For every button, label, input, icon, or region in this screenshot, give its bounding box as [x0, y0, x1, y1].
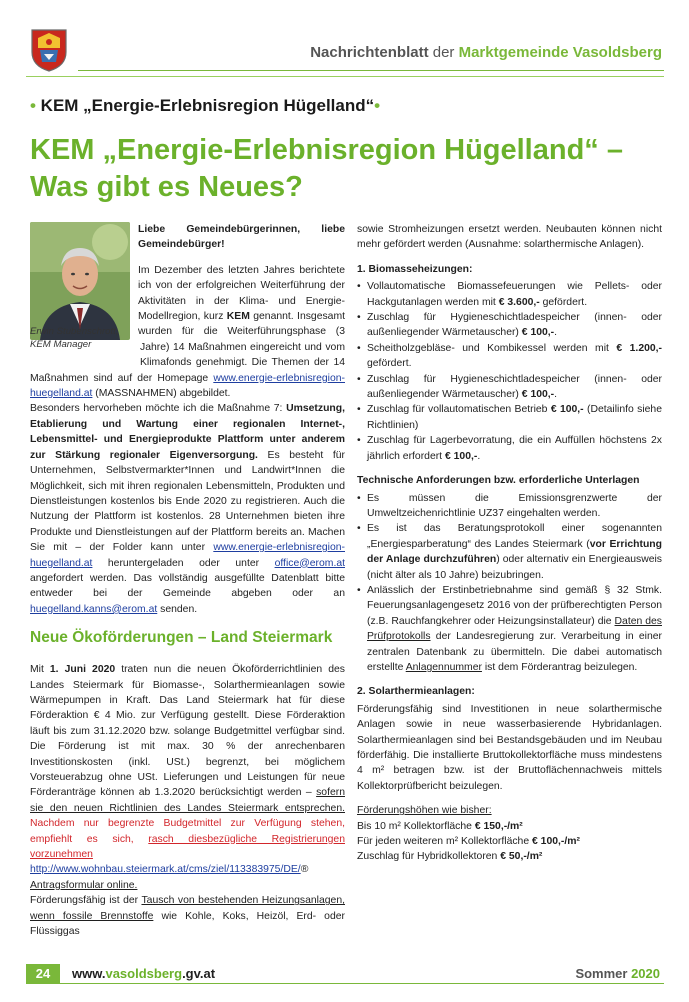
funding-line	[357, 834, 662, 849]
item-text-post: gefördert.	[367, 358, 412, 370]
eligibility-underlined: Tausch von bestehenden Heizungsanlagen, wenn fossile Brennstoffe	[30, 895, 345, 922]
kicker-text: KEM „Energie-Erlebnisregion Hügelland“	[35, 96, 375, 115]
funding-paragraph	[30, 662, 345, 893]
office-email-link[interactable]: office@erom.at	[274, 557, 345, 569]
article-title	[30, 132, 660, 206]
funding-start: Mit	[30, 664, 50, 676]
funding-line-text: Für jeden weiteren m² Kollektorfläche	[357, 836, 532, 848]
item-amount: € 100,-	[521, 389, 555, 401]
item-text-post: .	[554, 327, 558, 339]
measure7-intro: Besonders hervorheben möchte ich die Maßnahme 7:	[30, 403, 287, 415]
season-word: Sommer	[575, 966, 632, 981]
measure7-end: senden.	[157, 603, 198, 615]
solar-paragraph: Förderungsfähig sind Investitionen in neue solarthermische Anlagen sowie in neue wasserbasierende Hybridanlagen. Solarthermieanlagen sind bei Bestandsgebäuden und im Neubau förderfähig. Die installierte Bruttokollektorfläche muss mindestens 4 m² betragen bzw. ist der Bruttoflächennachweis mittels Kollektorprüfbericht beizulegen.	[357, 703, 662, 792]
measure7-text: Es besteht für Unternehmen, Selbstvermarkter*Innen und Landwirt*Innen die Möglichkeit, sich mit ihren regionalen Lebensmitteln, Produkten und Dienstleistungen kostenlos bis Ende 2020 zu registrieren. Auch die Nutzung der Plattform ist kostenlos. 28 Unternehmen bieten ihre Produkte und Dienstleistungen auf der Plattform bereits an. Machen Sie mit – der Folder kann unter	[30, 449, 346, 554]
list-item	[357, 372, 662, 403]
funding-line-text: Bis 10 m² Kollektorfläche	[357, 820, 475, 832]
eligibility-start: Förderungsfähig ist der	[30, 895, 142, 907]
section-kicker	[30, 96, 380, 116]
list-item	[357, 341, 662, 372]
masthead-part3: Marktgemeinde Vasoldsberg	[458, 44, 662, 61]
eligibility-rest: wie Kohle, Koks, Heizöl, Erd- oder Flüssiggas	[30, 910, 345, 938]
list-item	[357, 279, 662, 310]
item-text: Scheitholzgebläse- und Kombikessel werden mit	[367, 342, 617, 354]
funding-line	[357, 849, 662, 864]
item-text-post: .	[554, 389, 558, 401]
biomass-heading: 1. Biomasseheizungen:	[357, 263, 473, 275]
page-header	[26, 26, 664, 76]
website-url[interactable]	[72, 966, 215, 981]
measure7-bold: Umsetzung, Etablierung und Wartung einer regionalen Internet-, Lebensmittel- und Energieprodukte Plattform unter anderem zur Stärkung regionaler Eigenversorgung.	[30, 403, 345, 461]
intro-text-rest: genannt. Insgesamt wurden für die Weiterführungsphase (3 Jahre) 14 Maßnahmen eingereicht und vom Klimafonds genehmigt. Die Themen der 14 Maßnahmen sind auf der Homepage	[30, 311, 345, 384]
funding-line	[357, 819, 662, 834]
intro-text-end: (MASSNAHMEN) abgebildet.	[92, 388, 231, 400]
list-item	[357, 583, 662, 675]
solar-heading: 2. Solarthermieanlagen:	[357, 686, 475, 698]
site-name: vasoldsberg	[105, 966, 183, 981]
folder-link[interactable]: www.energie-erlebnisregion-huegelland.at	[30, 542, 345, 569]
item-amount: € 100,-	[521, 327, 555, 339]
item-amount: € 100,-	[444, 450, 478, 462]
greeting: Liebe Gemeindebürgerinnen, liebe Gemeindebürger!	[138, 224, 345, 251]
photo-caption	[30, 326, 134, 351]
title-line2: Was gibt es Neues?	[30, 171, 303, 203]
funding-red-underlined: rasch diesbezügliche Registrierungen vorzunehmen	[30, 833, 345, 861]
page-footer	[26, 964, 664, 986]
subheading-oekofoerderungen: Neue Ökoförderungen – Land Steiermark	[30, 629, 333, 647]
funding-arrow: ®	[300, 864, 309, 876]
item-text-post: .	[477, 450, 481, 462]
list-item	[357, 402, 662, 433]
item-text-post: (Detailinfo siehe Richtlinien)	[367, 404, 662, 431]
measure7-paragraph	[30, 401, 345, 617]
funding-red-note: Nachdem nur begrenzte Budgetmittel zur Verfügung stehen, empfiehlt es sich,	[30, 818, 345, 845]
measure7-mid2: angefordert werden. Das vollständig ausgefüllte Datenblatt bitte entweder bei der Gemeinde abgeben oder an	[30, 572, 345, 600]
portrait-image	[30, 222, 130, 340]
kicker-bullet: •	[30, 96, 36, 115]
caption-line1: Erwin Stubenschrott,	[30, 326, 119, 337]
funding-text: traten nun die neuen Ökoförderrichtlinien des Landes Steiermark für Biomasse-, Solarthermieanlagen sowie Wärmepumpen in Kraft. Das Land Steiermark hat für diese Förderaktion € 4 Mio. zur Verfügung gestellt. Diese Förderaktion läuft bis zum 31.12.2020 bzw. solange Budgetmittel verfügbar sind. Die Förderung ist mit max. 30 % der anrechenbaren Investitionskosten (inkl. USt.) begrenzt, bei möglichem Vorsteuerabzug ohne USt. Lieferungen und Leistungen für neue Förderanträge können ab 1.3.2020 berücksichtigt werden –	[30, 664, 345, 799]
kanns-email-link[interactable]: huegelland.kanns@erom.at	[30, 603, 158, 615]
list-item: • Es müssen die Emissionsgrenzwerte der Umweltzeichenrichtlinie UZ37 eingehalten werden.	[357, 491, 662, 522]
wohnbau-link[interactable]: http://www.wohnbau.steiermark.at/cms/ziel/113383975/DE/	[30, 864, 301, 876]
item-text: Vollautomatische Biomassefeuerungen wie Pellets- oder Hackgutanlagen werden mit	[367, 281, 662, 308]
funding-underlined: sofern sie den neuen Richtlinien des Landes Steiermark entsprechen.	[30, 787, 345, 814]
intro-kem-bold: KEM	[226, 311, 250, 323]
item-text: Es ist das Beratungsprotokoll einer sogenannten „Energiesparberatung“ des Landes Steiermark (	[367, 523, 662, 550]
list-item	[357, 521, 662, 583]
list-item	[357, 433, 662, 464]
funding-line-amount: € 50,-/m²	[500, 851, 543, 863]
issue-season	[575, 966, 660, 981]
site-post: .gv.at	[182, 966, 216, 981]
funding-line-amount: € 150,-/m²	[474, 820, 523, 832]
site-pre: www.	[72, 966, 106, 981]
item-bold: vor Errichtung der Anlage durchzuführen	[367, 538, 662, 566]
funding-line-text: Zuschlag für Hybridkollektoren	[357, 851, 501, 863]
item-text-post: gefördert.	[539, 296, 588, 308]
masthead-title	[310, 44, 662, 61]
item-text: Zuschlag für Lagerbevorratung, die ein Auffüllen höchstens 2x jährlich erfordert	[367, 435, 662, 462]
kicker-bullet-end: •	[374, 96, 381, 115]
title-line1: KEM „Energie-Erlebnisregion Hügelland“ –	[30, 134, 623, 166]
measure7-mid: heruntergeladen oder unter	[92, 557, 275, 569]
item-amount: € 1.200,-	[616, 342, 663, 354]
item-text-post: ist dem Förderantrag beizulegen.	[481, 661, 638, 673]
item-text-post: ) oder alternativ ein Energieausweis (nicht älter als 10 Jahre) beizubringen.	[367, 554, 663, 581]
tech-requirements-heading: Technische Anforderungen bzw. erforderliche Unterlagen	[357, 475, 640, 487]
continuation-paragraph: sowie Stromheizungen ersetzt werden. Neubauten können nicht mehr gefördert werden (Ausnahme: solarthermische Anlagen).	[357, 224, 662, 251]
funding-amounts-heading: Förderungshöhen wie bisher:	[357, 805, 492, 817]
tech-requirements-list	[357, 491, 662, 676]
right-column	[357, 222, 662, 865]
footer-divider	[60, 983, 664, 984]
item-amount: € 100,-	[550, 404, 584, 416]
header-divider-lower	[26, 76, 664, 77]
page-number: 24	[26, 964, 60, 984]
season-year: 2020	[631, 966, 660, 981]
municipal-crest-icon	[30, 28, 68, 72]
item-text: Zuschlag für Hygieneschichtladespeicher (innen- oder außenliegender Wärmetauscher)	[367, 312, 662, 339]
list-item	[357, 310, 662, 341]
masthead-part1: Nachrichtenblatt	[310, 44, 429, 61]
biomass-list	[357, 279, 662, 464]
item-underlined: Daten des Prüfprotokolls	[367, 615, 662, 643]
item-text: Zuschlag für Hygieneschichtladespeicher (innen- oder außenliegender Wärmetauscher)	[367, 373, 662, 401]
left-column	[30, 222, 345, 939]
caption-line2: KEM Manager	[30, 338, 92, 350]
author-photo	[30, 222, 130, 340]
intro-text: Im Dezember des letzten Jahres berichtete ich von der erfolgreichen Weiterführung der Aktivitäten in der Klima- und Energie-Modellregion, kurz	[138, 264, 345, 323]
item-text-mid: der Landesregierung zur. Verarbeitung in einer zentralen Datenbank zu übermitteln. Die dabei automatisch erstellte	[367, 631, 662, 673]
item-text: Zuschlag für vollautomatischen Betrieb	[367, 404, 551, 416]
item-text: Anlässlich der Erstinbetriebnahme sind gemäß § 32 Stmk. Feuerungsanlagengesetz 2016 von der prüfberechtigten Person (z.B. Rauchfangkehrer oder Heizungsinstallateur) die	[367, 584, 662, 627]
eligibility-paragraph	[30, 893, 345, 939]
header-divider	[78, 70, 664, 71]
item-underlined2: Anlagennummer	[405, 661, 482, 673]
homepage-link[interactable]: www.energie-erlebnisregion-huegelland.at	[30, 372, 345, 400]
funding-line-amount: € 100,-/m²	[532, 836, 580, 848]
masthead-part2: der	[428, 44, 459, 61]
item-amount: € 3.600,-	[498, 296, 540, 308]
intro-block	[30, 222, 345, 401]
funding-date-bold: 1. Juni 2020	[49, 664, 116, 676]
antragsformular-link[interactable]: Antragsformular online.	[30, 879, 138, 891]
